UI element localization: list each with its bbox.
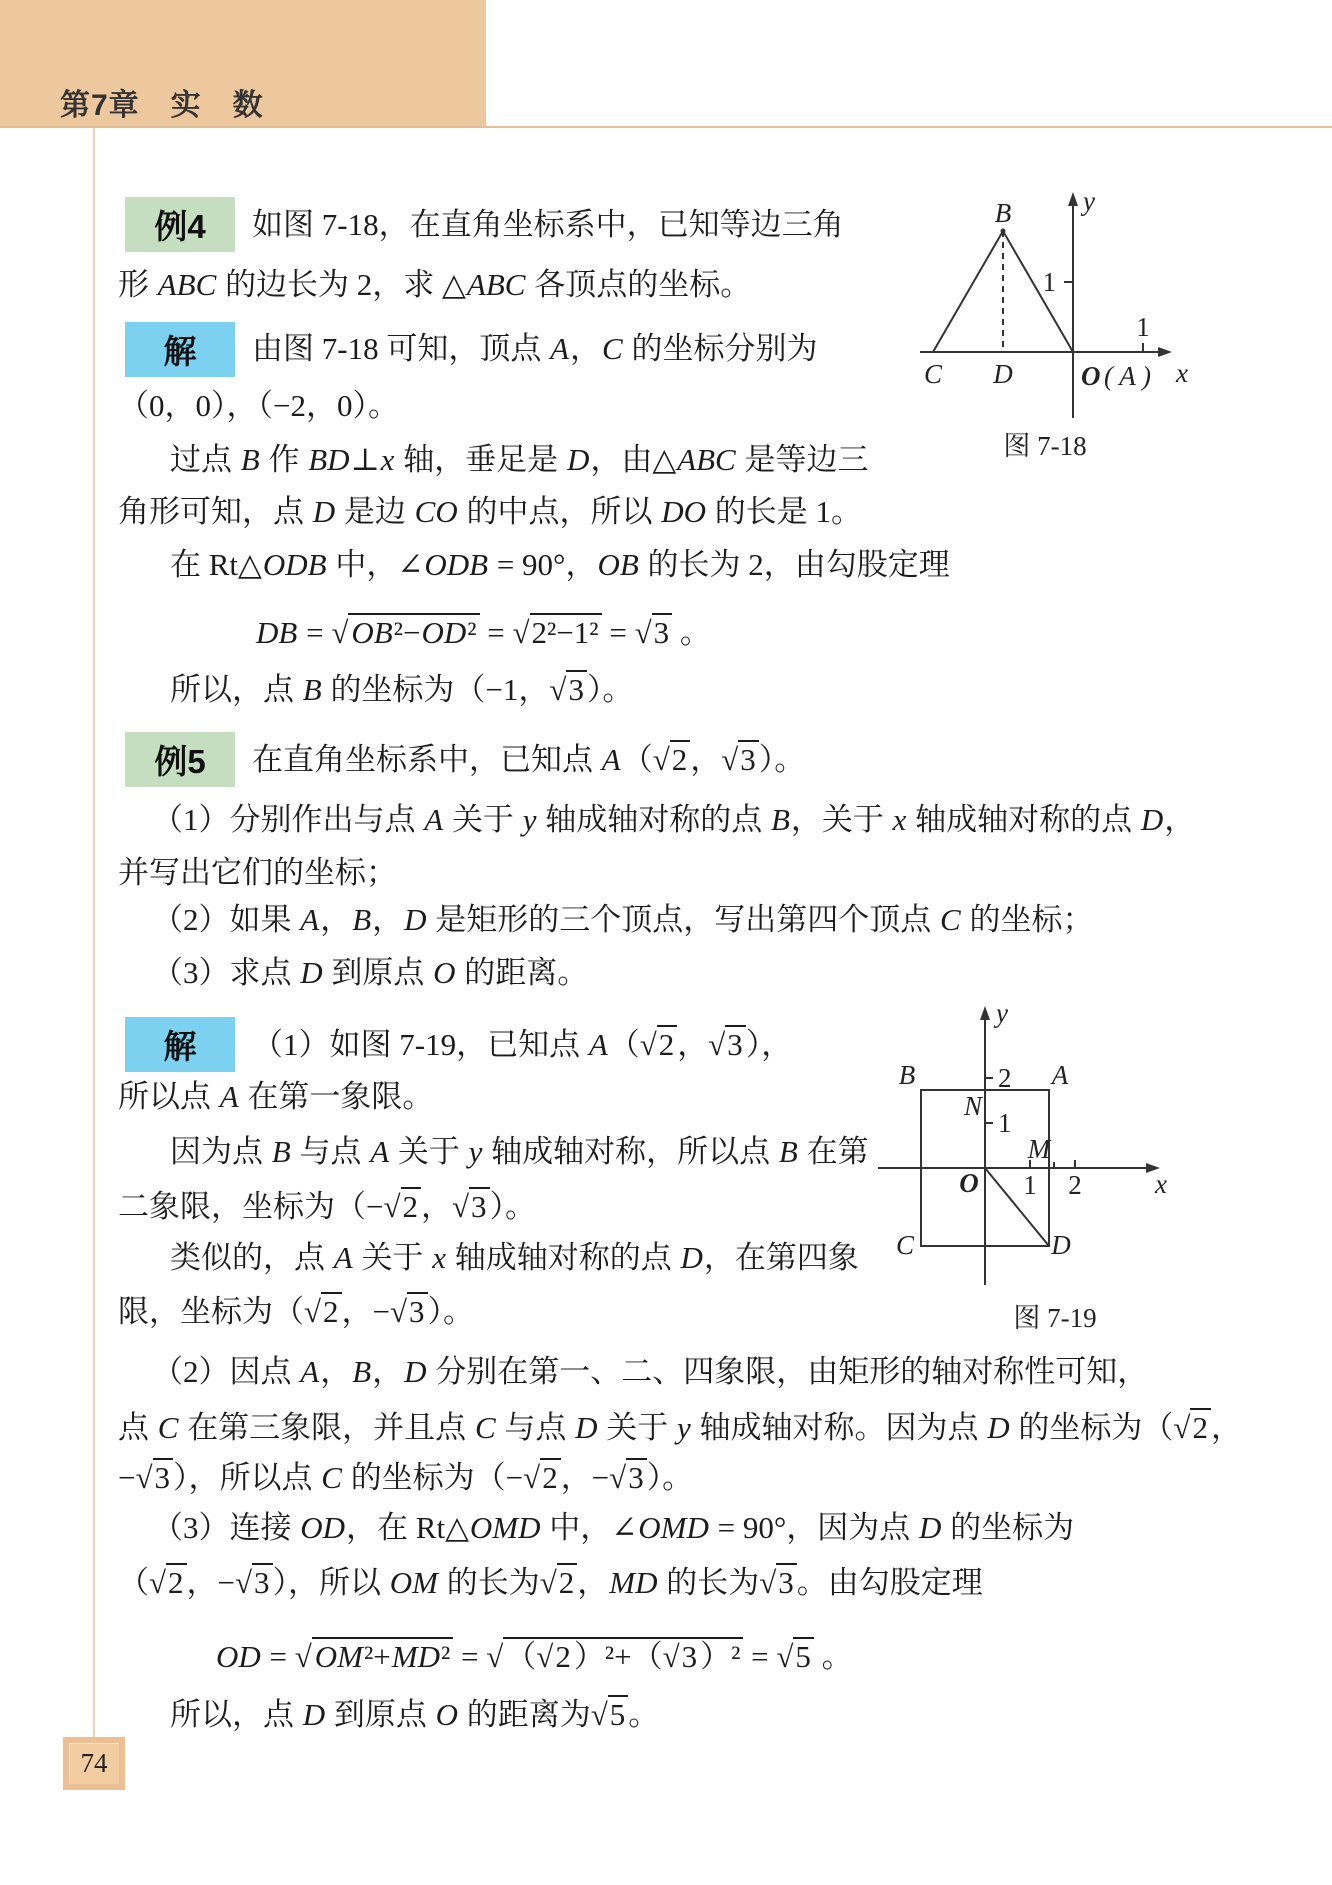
example4-solution-line: 所以，点 B 的坐标为（−1，√3）。 bbox=[170, 672, 634, 707]
y-axis-label: y bbox=[996, 998, 1008, 1028]
example5-solution-badge: 解 bbox=[125, 1017, 235, 1072]
example5-solution-line: 所以点 A 在第一象限。 bbox=[118, 1079, 434, 1114]
example5-solution-line: 点 C 在第三象限，并且点 C 与点 D 关于 y 轴成轴对称。因为点 D 的坐标为（√2， bbox=[118, 1410, 1242, 1445]
example5-solution-line: （1）如图 7-19，已知点 A（√2，√3）， bbox=[252, 1027, 793, 1062]
x-axis-label: x bbox=[1155, 1169, 1167, 1199]
margin-rule bbox=[93, 128, 95, 1737]
example4-solution-line: 过点 B 作 BD⊥x 轴，垂足是 D，由△ABC 是等边三 bbox=[170, 442, 869, 477]
figure-7-18 bbox=[880, 150, 1210, 450]
point-a-label: A bbox=[1051, 1060, 1069, 1090]
page-number: 74 bbox=[80, 1748, 108, 1778]
example5-solution-line: 因为点 B 与点 A 关于 y 轴成轴对称，所以点 B 在第 bbox=[170, 1134, 869, 1169]
y-tick-1: 1 bbox=[1042, 267, 1056, 297]
example5-solution-line: （3）连接 OD，在 Rt△OMD 中，∠OMD = 90°，因为点 D 的坐标为 bbox=[152, 1510, 1075, 1545]
y-tick-1: 1 bbox=[998, 1108, 1012, 1138]
example4-intro-line: 形 ABC 的边长为 2，求 △ABC 各顶点的坐标。 bbox=[118, 267, 752, 302]
x-axis-label: x bbox=[1176, 358, 1188, 388]
example5-badge: 例5 bbox=[125, 732, 235, 787]
page-number-badge bbox=[63, 1737, 125, 1790]
example5-problem-line: （3）求点 D 到原点 O 的距离。 bbox=[152, 955, 589, 990]
y-tick-2: 2 bbox=[998, 1063, 1012, 1093]
point-c-label: C bbox=[895, 1230, 915, 1260]
y-axis-label: y bbox=[1083, 186, 1095, 216]
figure-7-18-caption: 图 7-18 bbox=[1003, 431, 1087, 461]
example5-solution-line: 二象限，坐标为（−√2，√3）。 bbox=[118, 1189, 537, 1224]
example5-intro-line: 在直角坐标系中，已知点 A（√2，√3）。 bbox=[252, 742, 806, 777]
example5-solution-line: （2）因点 A，B，D 分别在第一、二、四象限，由矩形的轴对称性可知， bbox=[152, 1354, 1149, 1389]
example5-problem-line: （2）如果 A，B，D 是矩形的三个顶点，写出第四个顶点 C 的坐标； bbox=[152, 902, 1094, 937]
figure-7-19-axes bbox=[878, 1014, 1148, 1285]
example4-solution-line: 在 Rt△ODB 中，∠ODB = 90°，OB 的长为 2，由勾股定理 bbox=[170, 547, 950, 582]
example5-solution-line: 限，坐标为（√2，−√3）。 bbox=[118, 1294, 475, 1329]
example5-solution-line: 所以，点 D 到原点 O 的距离为√5。 bbox=[170, 1697, 660, 1732]
example4-formula-db: DB = √OB²−OD² = √2²−1² = √3 。 bbox=[256, 615, 711, 650]
example4-solution-line: 角形可知，点 D 是边 CO 的中点，所以 DO 的长是 1。 bbox=[118, 494, 862, 529]
point-m-label: M bbox=[1027, 1134, 1051, 1164]
header-rule bbox=[0, 126, 1332, 128]
figure-7-19 bbox=[870, 980, 1210, 1300]
example4-intro-line: 如图 7-18，在直角坐标系中，已知等边三角 bbox=[252, 207, 844, 242]
example4-solution-badge: 解 bbox=[125, 322, 235, 377]
example5-problem-line: （1）分别作出与点 A 关于 y 轴成轴对称的点 B，关于 x 轴成轴对称的点 D， bbox=[152, 802, 1196, 837]
point-a-label: ( A ) bbox=[1104, 361, 1151, 391]
x-tick-2: 2 bbox=[1068, 1170, 1082, 1200]
point-c-label: C bbox=[923, 359, 943, 389]
example4-solution-line: 由图 7-18 可知，顶点 A，C 的坐标分别为 bbox=[252, 331, 818, 366]
example5-solution-line: （√2，−√3），所以 OM 的长为√2，MD 的长为√3。由勾股定理 bbox=[118, 1565, 983, 1600]
example5-formula-od: OD = √OM²+MD² = √（√2）²+（√3）² = √5 。 bbox=[216, 1639, 853, 1674]
x-tick-1: 1 bbox=[1136, 312, 1150, 342]
example5-problem-line: 并写出它们的坐标； bbox=[118, 855, 397, 890]
example4-solution-line: （0，0），（−2，0）。 bbox=[118, 388, 399, 423]
example4-badge: 例4 bbox=[125, 197, 235, 252]
x-tick-1: 1 bbox=[1023, 1170, 1037, 1200]
point-b-label: B bbox=[898, 1060, 916, 1090]
example5-solution-line: 类似的，点 A 关于 x 轴成轴对称的点 D，在第四象 bbox=[170, 1240, 859, 1275]
chapter-title: 第7章 实 数 bbox=[60, 89, 264, 122]
point-b-label: B bbox=[994, 198, 1012, 228]
origin-label: O bbox=[1081, 361, 1101, 391]
figure-7-19-caption: 图 7-19 bbox=[1013, 1303, 1097, 1333]
point-d-label: D bbox=[993, 359, 1013, 389]
example5-solution-line: −√3），所以点 C 的坐标为（−√2，−√3）。 bbox=[118, 1460, 694, 1495]
origin-label: O bbox=[959, 1168, 979, 1198]
point-n-label: N bbox=[963, 1091, 983, 1121]
point-d-label: D bbox=[1051, 1230, 1071, 1260]
